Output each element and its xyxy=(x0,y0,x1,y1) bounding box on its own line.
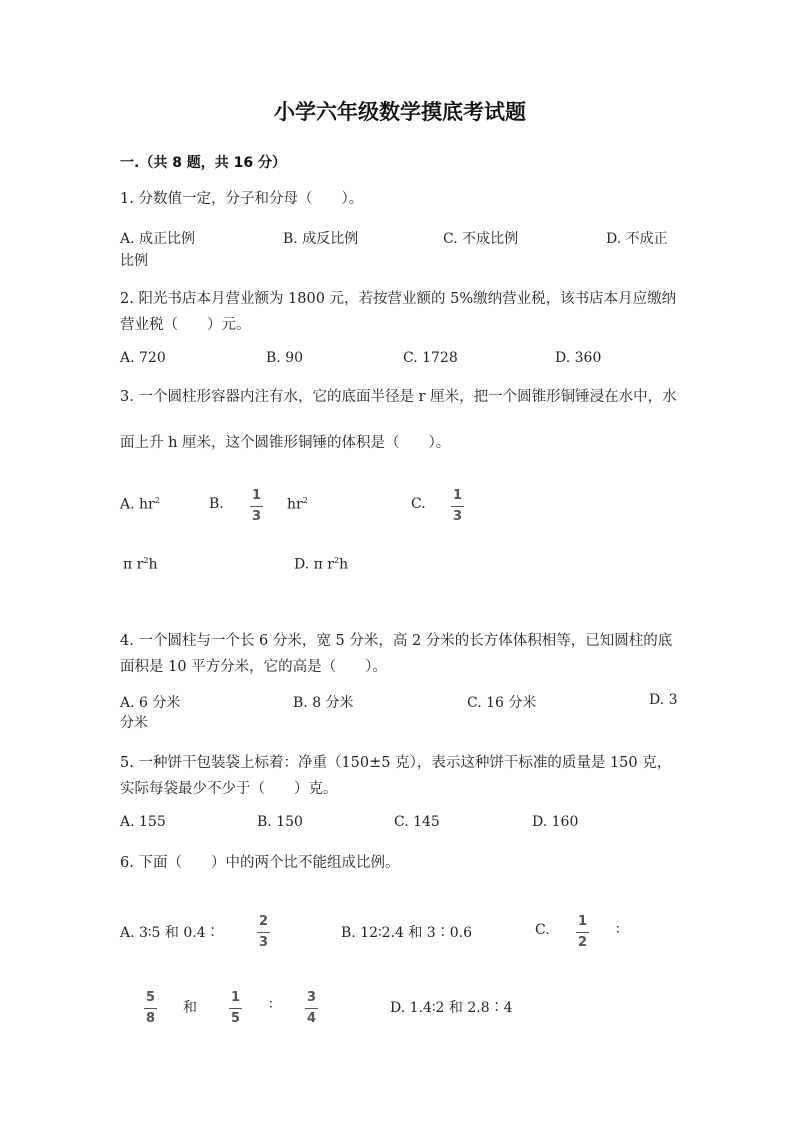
fraction-bar xyxy=(229,1008,242,1009)
fraction-bar xyxy=(451,506,464,507)
fraction-denominator: 4 xyxy=(306,1011,317,1026)
q5-option-d: D. 160 xyxy=(532,814,579,830)
square-superscript: 2 xyxy=(143,556,149,565)
question-2-stem: 2. 阳光书店本月营业额为 1800 元，若按营业额的 5%缴纳营业税，该书店本月应缴纳营业税（ ）元。 xyxy=(120,291,677,333)
q3-option-b-hr: hr xyxy=(287,496,303,513)
section-heading: 一.（共 8 题，共 16 分） xyxy=(120,155,287,171)
q4-option-c: C. 16 分米 xyxy=(467,695,537,711)
fraction-denominator: 3 xyxy=(452,509,463,524)
q2-option-c: C. 1728 xyxy=(403,350,458,366)
q4-option-d: D. 3 xyxy=(649,692,678,708)
q3-option-b-text xyxy=(287,496,308,513)
q1-option-c: C. 不成比例 xyxy=(443,231,519,247)
fraction-denominator: 3 xyxy=(251,509,262,524)
fraction-denominator: 2 xyxy=(577,935,588,950)
q1-option-b: B. 成反比例 xyxy=(283,231,359,247)
fraction-bar xyxy=(576,932,589,933)
q3-fraction-c xyxy=(451,488,464,525)
q6-option-c-and: 和 xyxy=(183,1000,197,1016)
q3-option-c-cont xyxy=(123,556,157,573)
q2-option-d: D. 360 xyxy=(555,350,602,366)
fraction-numerator: 1 xyxy=(452,488,463,503)
q6-option-a: A. 3∶5 和 0.4∶ xyxy=(120,925,220,941)
fraction-bar xyxy=(305,1008,318,1009)
fraction-numerator: 3 xyxy=(306,990,317,1005)
q5-option-c: C. 145 xyxy=(394,814,440,830)
q6-option-c-label: C. xyxy=(535,922,550,938)
q1-option-d-cont: 比例 xyxy=(120,253,148,269)
fraction-bar xyxy=(257,932,270,933)
fraction-numerator: 2 xyxy=(258,914,269,929)
fraction-numerator: 1 xyxy=(577,914,588,929)
q1-option-a: A. 成正比例 xyxy=(120,231,196,247)
q1-option-d: D. 不成正 xyxy=(606,231,668,247)
question-3-stem: 3. 一个圆柱形容器内注有水，它的底面半径是 r 厘米，把一个圆锥形铜锤浸在水中，水面上升 h 厘米，这个圆锥形铜锤的体积是（ ）。 xyxy=(120,389,677,451)
q6-option-b: B. 12∶2.4 和 3∶0.6 xyxy=(341,925,472,941)
q2-option-a: A. 720 xyxy=(120,350,166,366)
q3-option-a-text: A. hr xyxy=(120,496,155,513)
fraction-numerator: 1 xyxy=(251,488,262,503)
page-title: 小学六年级数学摸底考试题 xyxy=(274,100,526,124)
square-superscript: 2 xyxy=(154,496,160,505)
q5-option-b: B. 150 xyxy=(257,814,303,830)
q6-option-c-colon-2: ∶ xyxy=(269,997,273,1013)
q3-option-d xyxy=(294,556,348,573)
q6-fraction-a xyxy=(257,914,270,951)
fraction-numerator: 5 xyxy=(145,990,156,1005)
question-5-stem: 5. 一种饼干包装袋上标着：净重（150±5 克），表示这种饼干标准的质量是 150 克，实际每袋最少不少于（ ）克。 xyxy=(120,755,672,797)
question-1-stem: 1. 分数值一定，分子和分母（ ）。 xyxy=(120,191,364,207)
q3-option-c-label: C. xyxy=(411,496,426,512)
q6-fraction-g xyxy=(305,990,318,1027)
q6-fraction-c xyxy=(576,914,589,951)
q4-option-b: B. 8 分米 xyxy=(293,695,354,711)
q3-option-c-pir: π r xyxy=(123,556,144,573)
q6-fraction-e xyxy=(144,990,157,1027)
q6-option-c-colon: ∶ xyxy=(616,922,620,938)
q3-option-b-label: B. xyxy=(209,496,224,512)
fraction-denominator: 5 xyxy=(230,1011,241,1026)
q3-option-d-text: D. π r xyxy=(294,556,334,573)
fraction-numerator: 1 xyxy=(230,990,241,1005)
square-superscript: 2 xyxy=(302,496,308,505)
fraction-bar xyxy=(250,506,263,507)
q4-option-d-cont: 分米 xyxy=(120,715,148,731)
q6-fraction-f xyxy=(229,990,242,1027)
fraction-bar xyxy=(144,1008,157,1009)
q4-option-a: A. 6 分米 xyxy=(120,695,181,711)
q3-fraction-b xyxy=(250,488,263,525)
q3-option-c-h: h xyxy=(148,556,158,573)
fraction-denominator: 8 xyxy=(145,1011,156,1026)
q5-option-a: A. 155 xyxy=(120,814,166,830)
q3-option-a xyxy=(120,496,160,513)
q6-option-d: D. 1.4∶2 和 2.8∶4 xyxy=(390,1000,513,1016)
question-4-stem: 4. 一个圆柱与一个长 6 分米，宽 5 分米，高 2 分米的长方体体积相等，已知圆柱的底面积是 10 平方分米，它的高是（ ）。 xyxy=(120,633,673,675)
q2-option-b: B. 90 xyxy=(266,350,304,366)
square-superscript: 2 xyxy=(333,556,340,565)
fraction-denominator: 3 xyxy=(258,935,269,950)
q3-option-d-h: h xyxy=(339,556,349,573)
question-6-stem: 6. 下面（ ）中的两个比不能组成比例。 xyxy=(120,855,400,871)
